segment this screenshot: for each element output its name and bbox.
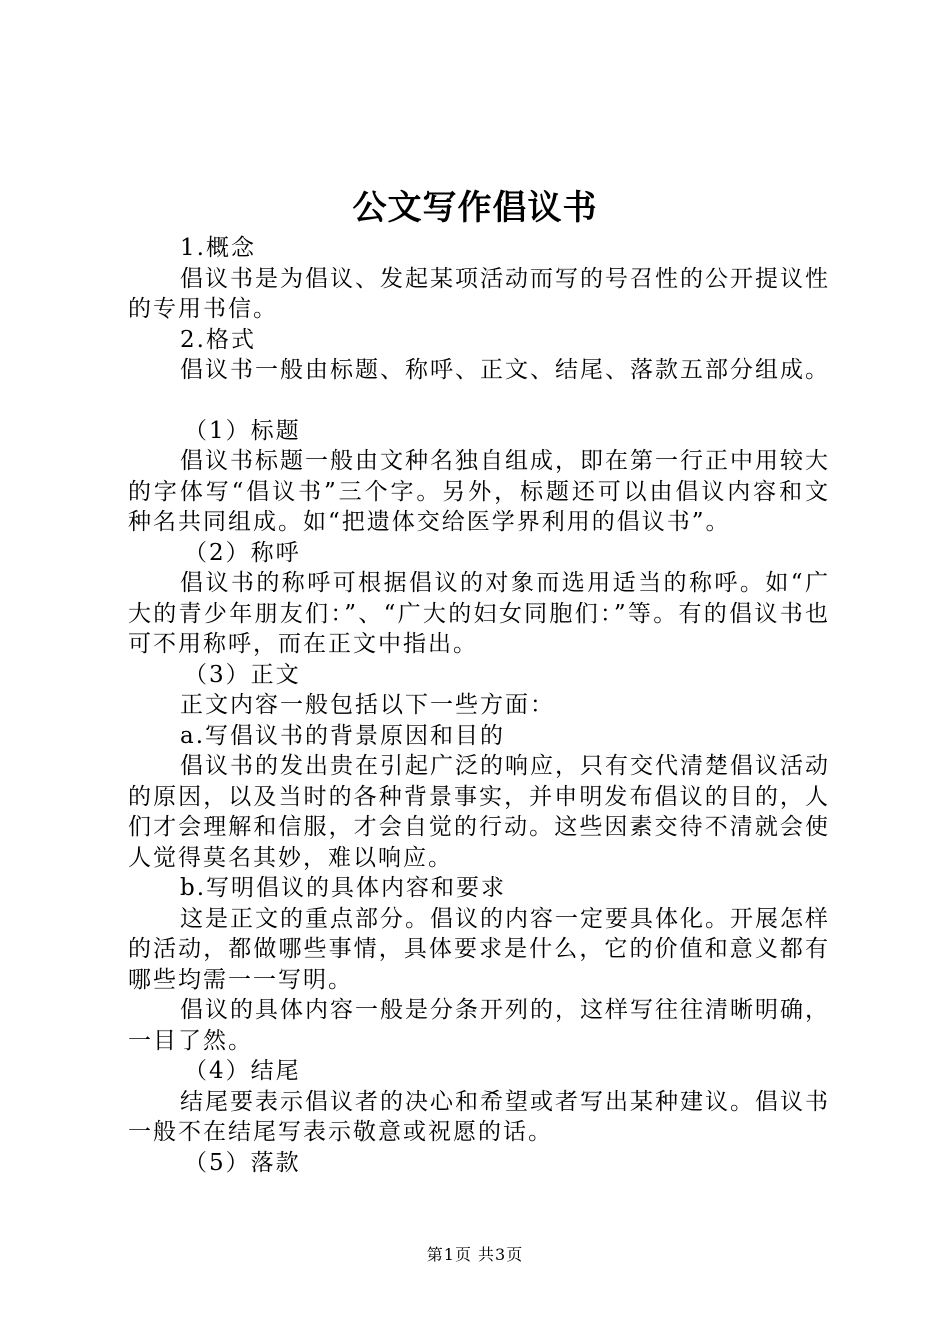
paragraph-title-description: 倡议书标题一般由文种名独自组成，即在第一行正中用较大的字体写“倡议书”三个字。另外，标题还可以由倡议内容和文种名共同组成。如“把遗体交给医学界利用的倡议书”。 <box>128 448 830 535</box>
subsection-heading-title: （1）标题 <box>184 417 301 444</box>
paragraph-salutation-description: 倡议书的称呼可根据倡议的对象而选用适当的称呼。如“广大的青少年朋友们：”、“广大的妇女同胞们：”等。有的倡议书也可不用称呼，而在正文中指出。 <box>128 570 830 657</box>
paragraph-concept-definition: 倡议书是为倡议、发起某项活动而写的号召性的公开提议性的专用书信。 <box>128 265 830 322</box>
paragraph-ending-description: 结尾要表示倡议者的决心和希望或者写出某种建议。倡议书一般不在结尾写表示敬意或祝愿的话。 <box>128 1088 830 1145</box>
document-body <box>128 233 830 1178</box>
paragraph-content-listing: 倡议的具体内容一般是分条开列的，这样写往往清晰明确，一目了然。 <box>128 997 830 1054</box>
item-heading-background: a.写倡议书的背景原因和目的 <box>180 722 506 749</box>
document-title: 公文写作倡议书 <box>352 188 598 228</box>
subsection-heading-body: （3）正文 <box>184 661 301 688</box>
subsection-heading-ending: （4）结尾 <box>184 1058 301 1084</box>
page-footer: 第1页 共3页 <box>426 1245 524 1264</box>
subsection-heading-signature: （5）落款 <box>184 1149 301 1176</box>
section-heading-concept: 1.概念 <box>180 235 256 261</box>
paragraph-content-description: 这是正文的重点部分。倡议的内容一定要具体化。开展怎样的活动，都做哪些事情，具体要求是什么，它的价值和意义都有哪些均需一一写明。 <box>128 905 830 993</box>
paragraph-background-description: 倡议书的发出贵在引起广泛的响应，只有交代清楚倡议活动的原因，以及当时的各种背景事实，并申明发布倡议的目的，人们才会理解和信服，才会自觉的行动。这些因素交待不清就会使人觉得莫名其妙，难以响应。 <box>128 753 830 871</box>
paragraph-format-overview: 倡议书一般由标题、称呼、正文、结尾、落款五部分组成。 <box>180 357 830 383</box>
section-heading-format: 2.格式 <box>180 326 256 353</box>
item-heading-content: b.写明倡议的具体内容和要求 <box>180 875 507 901</box>
paragraph-body-intro: 正文内容一般包括以下一些方面： <box>180 692 555 718</box>
subsection-heading-salutation: （2）称呼 <box>184 539 301 566</box>
